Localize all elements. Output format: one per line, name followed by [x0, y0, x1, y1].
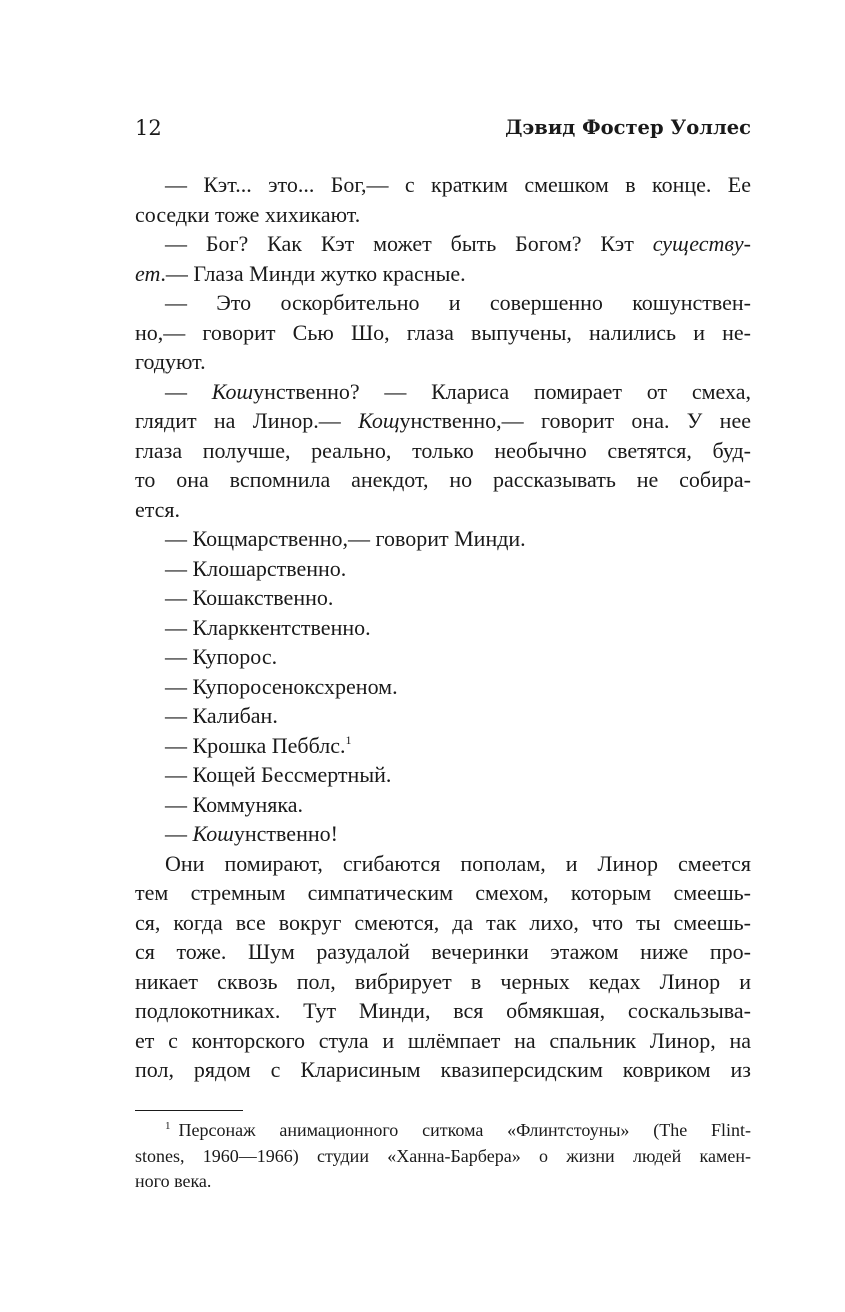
text-line: — Кошунственно? — Клариса помирает от смеха, [165, 378, 751, 404]
text-line: никает сквозь пол, вибрирует в черных кедах Линор и [135, 968, 751, 994]
text-line: годуют. [135, 349, 206, 374]
text-line: пол, рядом с Кларисиным квазиперсидским ковриком из [135, 1057, 751, 1082]
italic-word: существу- [652, 231, 751, 256]
footnote-line: $^1$ Персонаж анимационного ситкома «Флинтстоуны» (The Flint- [165, 1120, 751, 1140]
page-header [135, 110, 751, 146]
text-line: но,— говорит Сью Шо, глаза выпучены, налились и не- [135, 319, 751, 345]
text-line: то она вспомнила анекдот, но рассказывать не собира- [135, 467, 751, 492]
italic-word: ет [135, 260, 161, 286]
page-number: 12 [135, 116, 162, 140]
running-title: Дэвид Фостер Уоллес [505, 116, 751, 139]
dialogue-line: — Кощмарственно,— говорит Минди. [165, 526, 526, 551]
dialogue-line: — Кошунственно! [165, 821, 338, 846]
footnote-line: ного века. [135, 1171, 212, 1191]
text-line: соседки тоже хихикают. [135, 201, 361, 227]
text-line: тем стремным симпатическим смехом, которым смеешь- [135, 880, 751, 905]
text-line: ся, когда все вокруг смеются, да так лихо, что ты смеешь- [135, 909, 751, 935]
footnote-marker: 1 [165, 1120, 171, 1132]
text-line: — Кэт... это... Бог,— с кратким смешком в конце. Ее [165, 172, 751, 197]
main-text [135, 170, 751, 1085]
text-line: ет с конторского стула и шлёмпает на спальник Линор, на [135, 1027, 751, 1053]
italic-word: Кош [192, 821, 234, 846]
text-line: ется. [135, 496, 181, 522]
footnote-line: stones, 1960—1966) студии «Ханна-Барбера» о жизни людей камен- [135, 1145, 751, 1166]
text-line: — Это оскорбительно и совершенно кошунствен- [165, 290, 751, 315]
text-line: — Бог? Как Кэт может быть Богом? Кэт существу- [165, 231, 751, 256]
dialogue-line: — Купорос. [165, 644, 278, 669]
footnote-reference[interactable]: 1 [345, 732, 352, 747]
text-line: Они помирают, сгибаются пополам, и Линор смеется [165, 850, 751, 876]
dialogue-line: — Кошакственно. [165, 585, 334, 610]
dialogue-line: — Кощей Бессмертный. [165, 762, 392, 787]
dialogue-line: — Купоросеноксхреном. [165, 673, 398, 699]
text-line: ет.— Глаза Минди жутко красные. [135, 260, 466, 286]
dialogue-line: — Крошка Пебблс.$^1$ [165, 732, 352, 758]
text-line: глаза получше, реально, только необычно светятся, буд- [135, 437, 751, 463]
text-line: глядит на Линор.— Кощунственно,— говорит она. У нее [135, 408, 751, 433]
text-line: подлокотниках. Тут Минди, вся обмякшая, соскальзыва- [135, 998, 751, 1023]
italic-word: Кош [211, 378, 254, 404]
dialogue-line: — Калибан. [165, 703, 278, 728]
footnote-divider [135, 1110, 243, 1111]
dialogue-line: — Коммуняка. [165, 791, 304, 817]
dialogue-line: — Клошарственно. [165, 555, 347, 581]
text-line: ся тоже. Шум разудалой вечеринки этажом ниже про- [135, 939, 751, 964]
footnote [135, 1118, 751, 1195]
dialogue-line: — Кларккентственно. [165, 614, 371, 640]
italic-word: Кощ [358, 408, 400, 433]
